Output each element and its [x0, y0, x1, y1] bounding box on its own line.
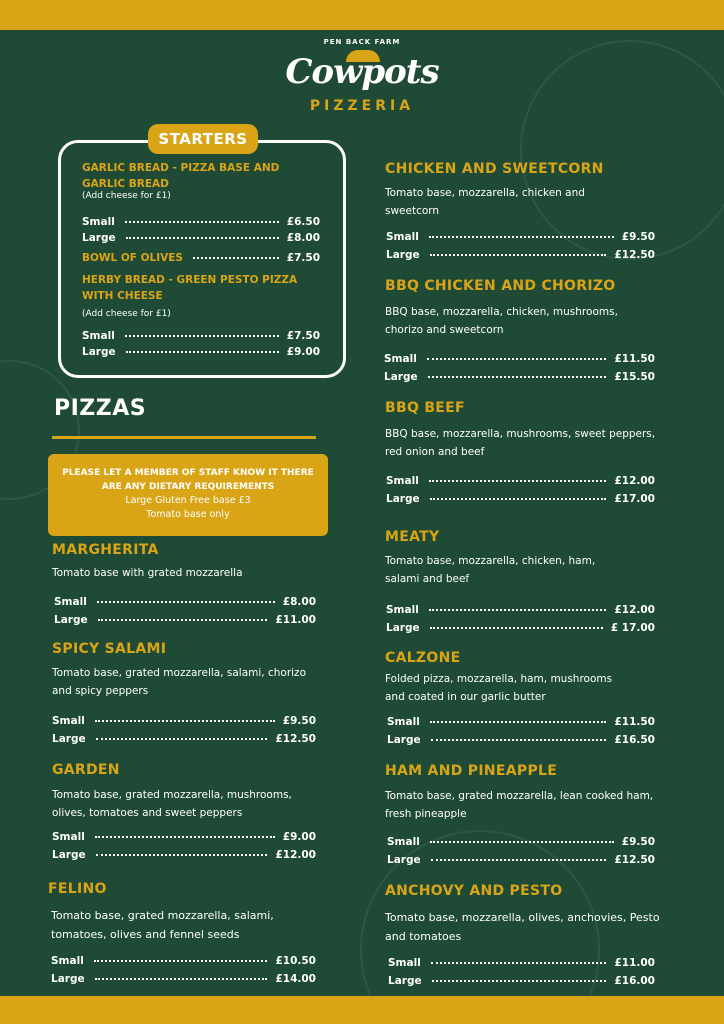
- pizza-description: Tomato base, grated mozzarella, salami, chorizo and spicy peppers: [52, 667, 306, 697]
- size-label: Small: [386, 231, 419, 243]
- price-row: [386, 489, 655, 505]
- pizza-description: Tomato base, mozzarella, chicken and sweetcorn: [385, 187, 585, 217]
- dot-leader: [126, 351, 279, 353]
- pizza-name: BBQ BEEF: [385, 400, 465, 416]
- pizza-description: Tomato base with grated mozzarella: [52, 567, 243, 579]
- pizza-description: Folded pizza, mozzarella, ham, mushrooms and coated in our garlic butter: [385, 673, 613, 703]
- logo-subtitle: PIZZERIA: [309, 98, 415, 114]
- price-row: [387, 730, 655, 746]
- price: £12.50: [614, 854, 655, 866]
- size-label: Small: [54, 596, 87, 608]
- size-label: Large: [384, 371, 418, 383]
- size-label: Small: [387, 836, 420, 848]
- pizzas-heading: PIZZAS: [54, 396, 147, 421]
- price: £10.50: [275, 955, 316, 967]
- price: £9.50: [621, 836, 655, 848]
- price-row: [52, 845, 316, 861]
- size-label: Small: [82, 216, 115, 228]
- price-row: [386, 471, 655, 487]
- price-row: [386, 245, 655, 261]
- pizza-name: ANCHOVY AND PESTO: [385, 883, 563, 899]
- logo-brand: Cowpots: [285, 52, 439, 92]
- dot-leader: [430, 254, 607, 256]
- pizza-description: BBQ base, mozzarella, mushrooms, sweet peppers, red onion and beef: [385, 428, 656, 458]
- dot-leader: [97, 601, 275, 603]
- price-row: [52, 827, 316, 843]
- price: £17.00: [614, 493, 655, 505]
- price: £8.00: [286, 232, 320, 244]
- pizza-name: GARDEN: [52, 762, 120, 778]
- price-row: [387, 712, 655, 728]
- size-label: Large: [387, 734, 421, 746]
- price: £6.50: [286, 216, 320, 228]
- price-row: [54, 610, 316, 626]
- price: £11.00: [614, 957, 655, 969]
- price: £12.00: [275, 849, 316, 861]
- size-label: Large: [386, 249, 420, 261]
- dot-leader: [431, 962, 607, 964]
- price-row: [52, 711, 316, 727]
- price: £12.50: [275, 733, 316, 745]
- dot-leader: [193, 257, 279, 259]
- price: £ 17.00: [610, 622, 655, 634]
- price-row: [82, 228, 320, 244]
- pizza-description: BBQ base, mozzarella, chicken, mushrooms, chorizo and sweetcorn: [385, 306, 618, 336]
- dot-leader: [431, 739, 607, 741]
- starter-title: BOWL OF OLIVES: [82, 252, 183, 264]
- dot-leader: [427, 358, 607, 360]
- pizza-name: HAM AND PINEAPPLE: [385, 763, 558, 779]
- size-label: Small: [82, 330, 115, 342]
- size-label: Large: [54, 614, 88, 626]
- dot-leader: [430, 498, 607, 500]
- starter-title: GARLIC BREAD - PIZZA BASE AND GARLIC BREAD: [82, 162, 280, 190]
- dot-leader: [429, 480, 607, 482]
- pizza-description: Tomato base, mozzarella, chicken, ham, salami and beef: [385, 555, 596, 585]
- price: £8.00: [282, 596, 316, 608]
- logo: [0, 30, 724, 120]
- price-row: [388, 971, 655, 987]
- size-label: Large: [386, 622, 420, 634]
- dot-leader: [96, 854, 268, 856]
- price: £15.50: [614, 371, 655, 383]
- dot-leader: [95, 836, 275, 838]
- dot-leader: [95, 720, 275, 722]
- gluten-free-note: Large Gluten Free base £3: [125, 495, 251, 506]
- dot-leader: [431, 859, 607, 861]
- price: £11.50: [614, 353, 655, 365]
- pizza-name: FELINO: [48, 881, 107, 897]
- price: £16.50: [614, 734, 655, 746]
- dot-leader: [125, 221, 279, 223]
- starters-heading: STARTERS: [148, 124, 258, 154]
- price-row: [51, 969, 316, 985]
- price-row: [82, 326, 320, 342]
- dietary-notice-text: PLEASE LET A MEMBER OF STAFF KNOW IT THERE ARE ANY DIETARY REQUIREMENTS: [62, 468, 314, 492]
- price-row: [388, 953, 655, 969]
- dot-leader: [96, 738, 268, 740]
- price-row: [386, 227, 655, 243]
- pizza-name: MARGHERITA: [52, 542, 159, 558]
- top-bar: [0, 0, 724, 30]
- dot-leader: [95, 978, 268, 980]
- size-label: Small: [386, 604, 419, 616]
- size-label: Large: [52, 733, 86, 745]
- pizza-name: SPICY SALAMI: [52, 641, 167, 657]
- price: £11.00: [275, 614, 316, 626]
- price: £9.50: [621, 231, 655, 243]
- price-row: [386, 618, 655, 634]
- pizza-description: Tomato base, mozzarella, olives, anchovies, Pesto and tomatoes: [385, 911, 660, 943]
- pizza-name: CALZONE: [385, 650, 461, 666]
- price-row: [384, 367, 655, 383]
- dot-leader: [126, 237, 279, 239]
- dot-leader: [429, 236, 614, 238]
- price-row: [82, 212, 320, 228]
- size-label: Small: [387, 716, 420, 728]
- dot-leader: [94, 960, 268, 962]
- pizza-description: Tomato base, grated mozzarella, mushrooms, olives, tomatoes and sweet peppers: [52, 789, 292, 819]
- price: £7.50: [286, 252, 320, 264]
- divider: [52, 436, 316, 439]
- price-row: [384, 349, 655, 365]
- price: £9.00: [282, 831, 316, 843]
- pizza-name: BBQ CHICKEN AND CHORIZO: [385, 278, 616, 294]
- tomato-base-note: Tomato base only: [146, 509, 230, 520]
- starter-note: (Add cheese for £1): [82, 309, 171, 319]
- pizza-description: Tomato base, grated mozzarella, salami, tomatoes, olives and fennel seeds: [51, 909, 274, 941]
- pizza-description: Tomato base, grated mozzarella, lean cooked ham, fresh pineapple: [385, 790, 654, 820]
- price-row: [387, 850, 655, 866]
- price: £7.50: [286, 330, 320, 342]
- dot-leader: [98, 619, 268, 621]
- size-label: Large: [387, 854, 421, 866]
- price-row: [387, 832, 655, 848]
- price-row: [54, 592, 316, 608]
- pizza-name: MEATY: [385, 529, 440, 545]
- dot-leader: [430, 627, 603, 629]
- dot-leader: [125, 335, 279, 337]
- bottom-bar: [0, 996, 724, 1024]
- price: £12.00: [614, 604, 655, 616]
- dot-leader: [432, 980, 607, 982]
- price-row: [386, 600, 655, 616]
- price: £12.50: [614, 249, 655, 261]
- size-label: Small: [51, 955, 84, 967]
- price-row: [51, 951, 316, 967]
- dot-leader: [430, 721, 607, 723]
- price: £12.00: [614, 475, 655, 487]
- size-label: Large: [388, 975, 422, 987]
- price-row: [82, 342, 320, 358]
- size-label: Large: [386, 493, 420, 505]
- price-row: [82, 248, 320, 264]
- size-label: Large: [82, 232, 116, 244]
- price: £9.50: [282, 715, 316, 727]
- dot-leader: [428, 376, 607, 378]
- price-row: [52, 729, 316, 745]
- size-label: Small: [388, 957, 421, 969]
- menu-page: [0, 30, 724, 996]
- dietary-notice: [48, 454, 328, 536]
- starter-note: (Add cheese for £1): [82, 191, 171, 201]
- pizza-name: CHICKEN AND SWEETCORN: [385, 161, 604, 177]
- dot-leader: [429, 609, 607, 611]
- price: £16.00: [614, 975, 655, 987]
- size-label: Small: [52, 715, 85, 727]
- size-label: Large: [82, 346, 116, 358]
- starter-title: HERBY BREAD - GREEN PESTO PIZZA WITH CHEESE: [82, 274, 298, 302]
- logo-farm-name: PEN BACK FARM: [323, 38, 401, 46]
- size-label: Large: [51, 973, 85, 985]
- price: £9.00: [286, 346, 320, 358]
- dot-leader: [430, 841, 614, 843]
- size-label: Large: [52, 849, 86, 861]
- price: £11.50: [614, 716, 655, 728]
- size-label: Small: [384, 353, 417, 365]
- size-label: Small: [386, 475, 419, 487]
- price: £14.00: [275, 973, 316, 985]
- size-label: Small: [52, 831, 85, 843]
